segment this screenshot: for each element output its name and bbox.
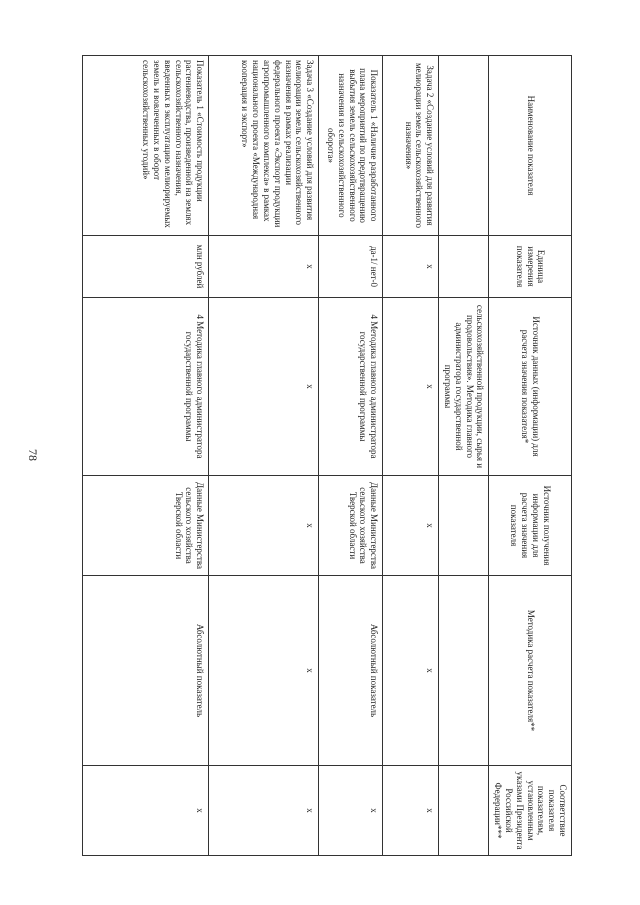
table-cell: x	[83, 766, 209, 856]
table-cell: x	[209, 476, 319, 576]
table-cell	[439, 576, 489, 766]
table-row	[383, 56, 439, 856]
table-cell: Абсолютный показатель	[319, 576, 383, 766]
table-cell: x	[319, 766, 383, 856]
table-cell: да-1/ нет-0	[319, 236, 383, 298]
table-cell: 4 Методика главного администратора государственной программы	[319, 298, 383, 476]
table-cell: x	[209, 766, 319, 856]
page-number: 78	[26, 449, 40, 461]
table-cell: Показатель 1 «Наличие разработанного плана мероприятий по предотвращению выбытия земель сельскохозяйственного назначения из сельскохозяйственного оборота»	[319, 56, 383, 236]
table-cell	[439, 236, 489, 298]
table-cell: x	[209, 298, 319, 476]
table-cell: x	[209, 236, 319, 298]
table-row	[209, 56, 319, 856]
table-cell: Абсолютный показатель	[83, 576, 209, 766]
header-indicator-name: Наименование показателя	[489, 56, 572, 236]
table-header-row	[489, 56, 572, 856]
header-data-source: Источник данных (информации) для расчета значения показателя*	[489, 298, 572, 476]
table-cell: x	[383, 236, 439, 298]
table-cell	[439, 766, 489, 856]
table-row	[439, 56, 489, 856]
table-cell: 4 Методика главного администратора государственной программы	[83, 298, 209, 476]
header-method: Методика расчета показателя**	[489, 576, 572, 766]
table-cell: Данные Министерства сельского хозяйства Тверской области	[319, 476, 383, 576]
table-cell: сельскохозяйственной продукции, сырья и продовольствия». Методика главного администратора государственной программы	[439, 298, 489, 476]
table-cell: млн рублей	[83, 236, 209, 298]
header-decree-match: Соответствие показателя показателям, установленным указами Президента Российской Федерации***	[489, 766, 572, 856]
table-cell: x	[383, 298, 439, 476]
table-cell	[439, 476, 489, 576]
header-unit: Единица измерения показателя	[489, 236, 572, 298]
indicator-table	[82, 55, 572, 856]
table-cell: x	[209, 576, 319, 766]
indicator-table-rotated	[92, 55, 572, 855]
table-row	[83, 56, 209, 856]
header-info-source: Источник получения информации для расчета значения показателя	[489, 476, 572, 576]
table-row	[319, 56, 383, 856]
table-cell: x	[383, 576, 439, 766]
table-cell: Задача 2 «Создание условий для развития мелиорации земель сельскохозяйственного назначения»	[383, 56, 439, 236]
table-cell: Данные Министерства сельского хозяйства Тверской области	[83, 476, 209, 576]
table-cell: x	[383, 766, 439, 856]
table-cell: Показатель 1 «Стоимость продукции растениеводства, произведенной на землях сельскохозяйственного назначения, введенных в эксплуатацию мелиорируемых земель и вовлеченных в оборот сельскохозяйственных угодий»	[83, 56, 209, 236]
table-cell: x	[383, 476, 439, 576]
table-cell	[439, 56, 489, 236]
table-cell: Задача 3 «Создание условий для развития мелиорации земель сельскохозяйственного назначения в рамках реализации федерального проекта «Экспорт продукции агропромышленного комплекса» в рамках национального проекта «Международная кооперация и экспорт»	[209, 56, 319, 236]
